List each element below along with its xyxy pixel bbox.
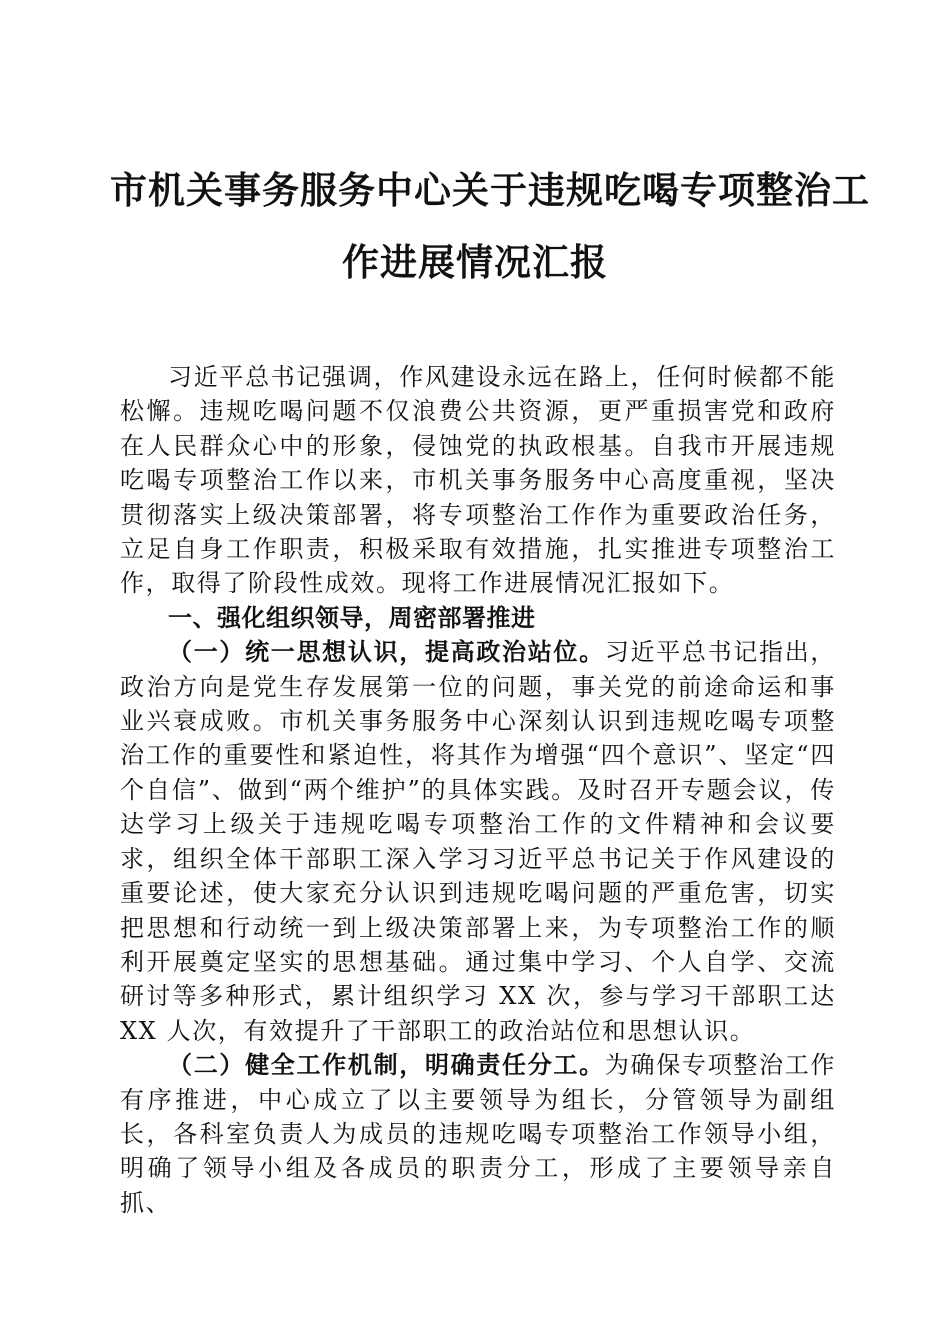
document-title-line-2: 作进展情况汇报: [342, 240, 608, 284]
section-heading-1: 一、强化组织领导，周密部署推进: [168, 603, 536, 632]
document-body: [120, 360, 836, 1220]
subsection-2-paragraph: [120, 1048, 836, 1220]
subsection-1-paragraph: [120, 635, 836, 1048]
intro-paragraph: 习近平总书记强调，作风建设永远在路上，任何时候都不能松懈。违规吃喝问题不仅浪费公共资源，更严重损害党和政府在人民群众心中的形象，侵蚀党的执政根基。自我市开展违规吃喝专项整治工作以来，市机关事务服务中心高度重视，坚决贯彻落实上级决策部署，将专项整治工作作为重要政治任务，立足自身工作职责，积极采取有效措施，扎实推进专项整治工作，取得了阶段性成效。现将工作进展情况汇报如下。: [120, 363, 836, 598]
subsection-1-lead: （一）统一思想认识，提高政治站位。: [168, 637, 605, 667]
document-title-line-1: 市机关事务服务中心关于违规吃喝专项整治工: [110, 168, 870, 212]
subsection-1-body: 习近平总书记指出，政治方向是党生存发展第一位的问题，事关党的前途命运和事业兴衰成败。市机关事务服务中心深刻认识到违规吃喝专项整治工作的重要性和紧迫性，将其作为增强“四个意识”、坚定“四个自信”、做到“两个维护”的具体实践。及时召开专题会议，传达学习上级关于违规吃喝专项整治工作的文件精神和会议要求，组织全体干部职工深入学习习近平总书记关于作风建设的重要论述，使大家充分认识到违规吃喝问题的严重危害，切实把思想和行动统一到上级决策部署上来，为专项整治工作的顺利开展奠定坚实的思想基础。通过集中学习、个人自学、交流研讨等多种形式，累计组织学习 XX 次，参与学习干部职工达 XX 人次，有效提升了干部职工的政治站位和思想认识。: [120, 638, 836, 1045]
subsection-2-body: 为确保专项整治工作有序推进，中心成立了以主要领导为组长，分管领导为副组长，各科室负责人为成员的违规吃喝专项整治工作领导小组，明确了领导小组及各成员的职责分工，形成了主要领导亲自抓、: [120, 1051, 836, 1217]
subsection-2-lead: （二）健全工作机制，明确责任分工。: [168, 1050, 605, 1080]
